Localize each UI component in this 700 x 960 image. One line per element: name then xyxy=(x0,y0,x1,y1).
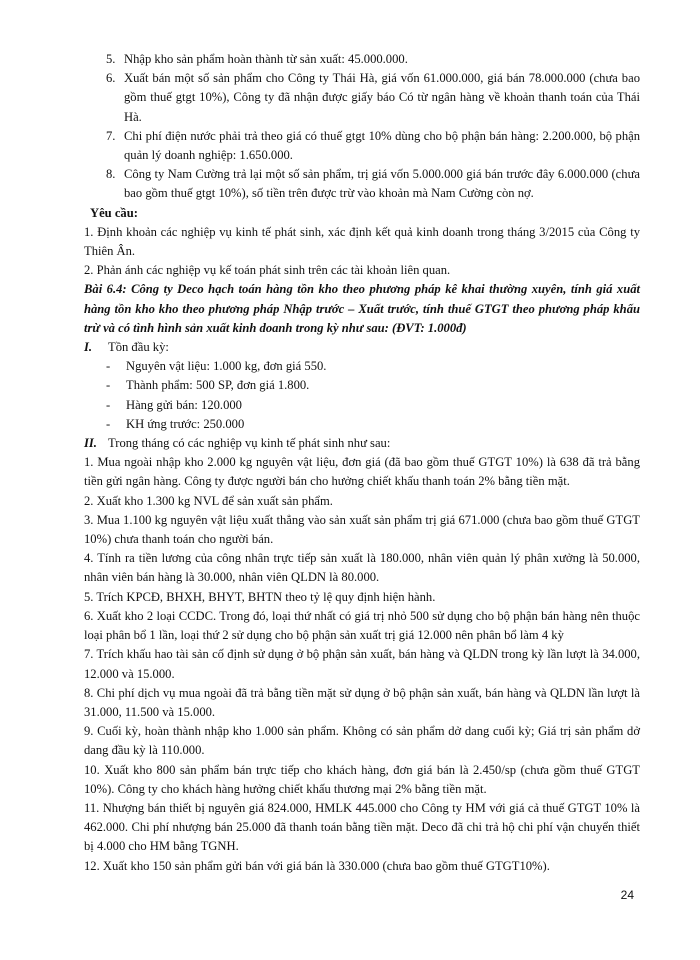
list-item xyxy=(106,127,640,165)
continued-transaction-list xyxy=(84,50,640,204)
list-item: - Hàng gửi bán: 120.000 xyxy=(84,396,640,415)
section-number: I. xyxy=(84,340,93,355)
transaction-item: 9. Cuối kỳ, hoàn thành nhập kho 1.000 sản phẩm. Không có sản phẩm dở dang cuối kỳ; Giá trị sản phẩm dở dang đầu kỳ là 110.000. xyxy=(84,724,640,758)
requirement-item: 1. Định khoản các nghiệp vụ kinh tế phát sinh, xác định kết quả kinh doanh trong tháng 3/2015 của Công ty Thiên Ân. xyxy=(84,224,640,259)
item-number: 8. xyxy=(106,167,116,182)
transaction-item: 1. Mua ngoài nhập kho 2.000 kg nguyên vật liệu, đơn giá (đã bao gồm thuế GTGT 10%) là 638 đã trả bằng tiền gửi ngân hàng. Công ty được người bán cho hưởng chiết khấu thanh toán 2% bằng tiền mặt. xyxy=(84,455,640,489)
transaction-item: 4. Tính ra tiền lương của công nhân trực tiếp sản xuất là 180.000, nhân viên quản lý phân xưởng là 50.000, nhân viên bán hàng là 30.000, nhân viên QLDN là 80.000. xyxy=(84,551,640,585)
item-number: 5. xyxy=(106,52,116,66)
list-item: - Nguyên vật liệu: 1.000 kg, đơn giá 550. xyxy=(84,357,640,376)
transaction-item: 11. Nhượng bán thiết bị nguyên giá 824.000, HMLK 445.000 cho Công ty HM với giá cả thuế GTGT 10% là 462.000. Chi phí nhượng bán 25.000 đã thanh toán bằng tiền mặt. Deco đã chi trả hộ chi phí vận chuyển thiết bị 4.000 cho HM bằng TGNH. xyxy=(84,800,640,854)
list-item xyxy=(106,165,640,203)
item-text: Nguyên vật liệu: 1.000 kg, đơn giá 550. xyxy=(126,359,327,374)
item-text: Nhập kho sản phẩm hoàn thành từ sản xuất: 45.000.000. xyxy=(124,52,408,66)
requirement-item: 2. Phản ánh các nghiệp vụ kế toán phát sinh trên các tài khoản liên quan. xyxy=(84,263,451,278)
exercise-title: Bài 6.4: Công ty Deco hạch toán hàng tồn kho theo phương pháp kê khai thường xuyên, tính giá xuất hàng tồn kho kho theo phương pháp Nhập trước – Xuất trước, tính thuế GTGT theo phương pháp khấu trừ và có tình hình sản xuất kinh doanh trong kỳ như sau: (ĐVT: 1.000đ) xyxy=(84,282,640,335)
transaction-item: 5. Trích KPCĐ, BHXH, BHYT, BHTN theo tỷ lệ quy định hiện hành. xyxy=(84,589,436,604)
item-text: Hàng gửi bán: 120.000 xyxy=(126,397,242,412)
section-transactions-heading xyxy=(84,434,640,453)
item-number: 6. xyxy=(106,71,116,86)
page-number: 24 xyxy=(620,888,634,902)
section-number: II. xyxy=(84,436,97,451)
list-item xyxy=(106,50,640,69)
transaction-item: 6. Xuất kho 2 loại CCDC. Trong đó, loại thứ nhất có giá trị nhỏ 500 sử dụng cho bộ phận bán hàng nên thuộc loại phân bổ 1 lần, loại thứ 2 sử dụng cho bộ phận sản xuất trị giá 12.000 nên phân bổ làm 4 kỳ xyxy=(84,608,640,643)
item-number: 7. xyxy=(106,128,116,143)
item-text: Thành phẩm: 500 SP, đơn giá 1.800. xyxy=(126,378,310,393)
transaction-item: 10. Xuất kho 800 sản phẩm bán trực tiếp cho khách hàng, đơn giá bán là 2.450/sp (chưa gồm thuế GTGT 10%). Công ty cho khách hàng hưởng chiết khấu thương mại 2% bằng tiền mặt. xyxy=(84,762,640,796)
transaction-item: 7. Trích khấu hao tài sản cố định sử dụng ở bộ phận sản xuất, bán hàng và QLDN trong kỳ lần lượt là 34.000, 12.000 và 15.000. xyxy=(84,647,640,681)
transaction-item: 3. Mua 1.100 kg nguyên vật liệu xuất thẳng vào sản xuất sản phẩm trị giá 671.000 (chưa bao gồm thuế GTGT 10%) chưa thanh toán cho người bán. xyxy=(84,512,640,547)
item-text: Xuất bán một số sản phẩm cho Công ty Thái Hà, giá vốn 61.000.000, giá bán 78.000.000 (chưa bao gồm thuế gtgt 10%), Công ty đã nhận được giấy báo Có từ ngân hàng về khoản thanh toán của Thái Hà. xyxy=(124,71,640,124)
item-text: Chi phí điện nước phải trả theo giá có thuế gtgt 10% dùng cho bộ phận bán hàng: 2.200.000, bộ phận quản lý doanh nghiệp: 1.650.000. xyxy=(124,128,640,163)
section-title: Tồn đầu kỳ: xyxy=(108,340,169,355)
list-item: - Thành phẩm: 500 SP, đơn giá 1.800. xyxy=(84,376,640,395)
transaction-item: 2. Xuất kho 1.300 kg NVL để sản xuất sản phẩm. xyxy=(84,493,333,508)
transaction-item: 12. Xuất kho 150 sản phẩm gửi bán với giá bán là 330.000 (chưa bao gồm thuế GTGT10%). xyxy=(84,858,550,873)
section-title: Trong tháng có các nghiệp vụ kinh tế phát sinh như sau: xyxy=(108,436,391,451)
list-item xyxy=(106,69,640,127)
page-content xyxy=(84,50,640,876)
item-text: Công ty Nam Cường trả lại một số sản phẩm, trị giá vốn 5.000.000 giá bán trước đây 6.000.000 (chưa bao gồm thuế gtgt 10%), số tiền trên được trừ vào khoản mà Nam Cường còn nợ. xyxy=(124,167,640,201)
transaction-item: 8. Chi phí dịch vụ mua ngoài đã trả bằng tiền mặt sử dụng ở bộ phận sản xuất, bán hàng và QLDN lần lượt là 31.000, 11.500 và 15.000. xyxy=(84,685,640,719)
requirements-heading: Yêu cầu: xyxy=(90,205,138,220)
item-text: KH ứng trước: 250.000 xyxy=(126,416,245,431)
list-item: - KH ứng trước: 250.000 xyxy=(84,415,640,434)
section-opening-balance-heading xyxy=(84,338,640,357)
